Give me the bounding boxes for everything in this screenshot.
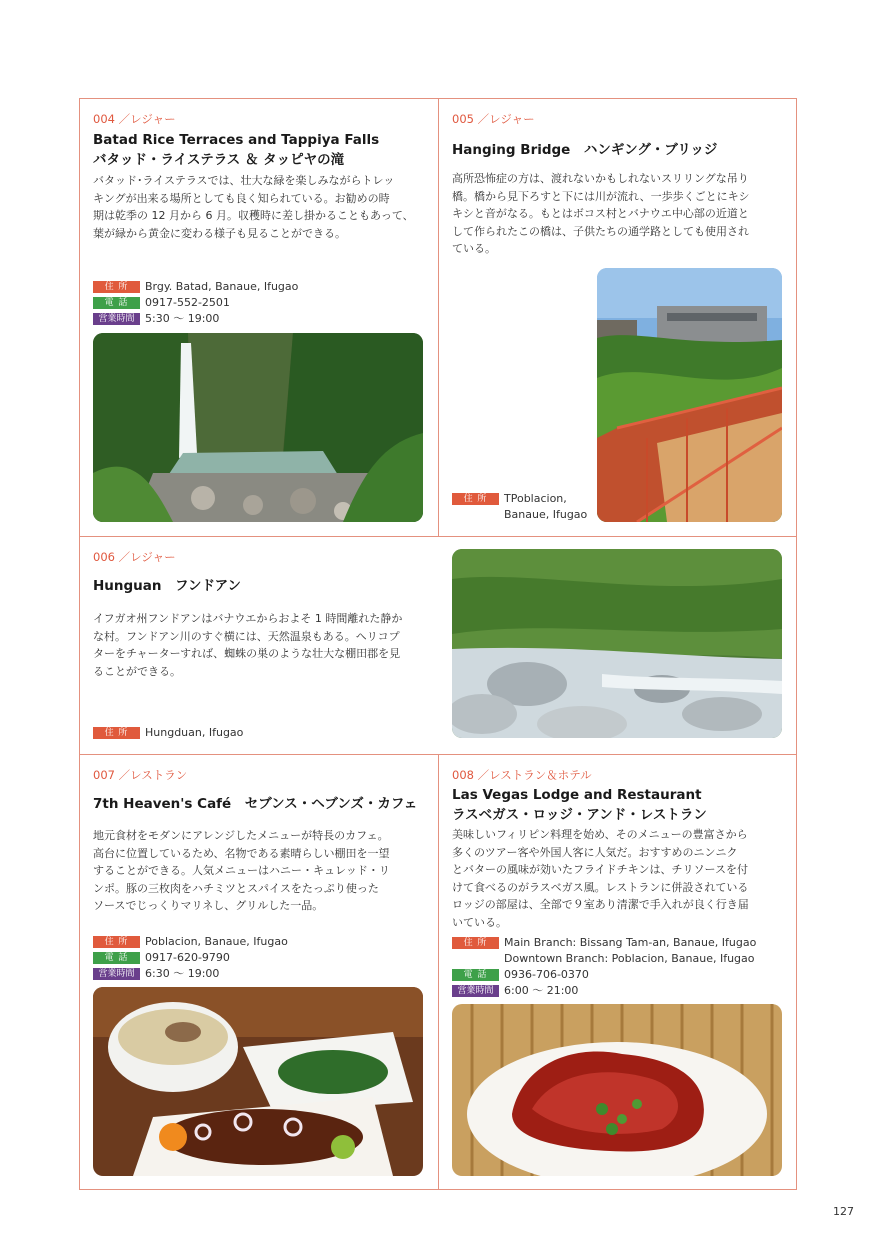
address-value: Banaue, Ifugao (504, 508, 588, 521)
spot-title-ja: ラスベガス・ロッジ・アンド・レストラン (452, 807, 707, 823)
phone-value: 0917-620-9790 (145, 951, 230, 964)
desc-line: ターをチャーターすれば、蜘蛛の巣のような壮大な棚田郡を見 (93, 647, 401, 660)
divider-horizontal-1 (79, 536, 797, 537)
hours-tag: 営業時間 (452, 985, 499, 997)
divider-vertical-top (438, 98, 439, 536)
category-label: 004 ／レジャー (93, 112, 176, 126)
river-photo (452, 549, 782, 738)
address-value: Brgy. Batad, Banaue, Ifugao (145, 280, 299, 293)
chili-chicken-photo (452, 1004, 782, 1176)
spot-info (93, 279, 298, 327)
phone-value: 0917-552-2501 (145, 296, 230, 309)
address-tag: 住 所 (93, 281, 140, 293)
address-value: Main Branch: Bissang Tam-an, Banaue, Ifugao (504, 936, 757, 949)
desc-line: イフガオ州フンドアンはバナウエからおよそ 1 時間離れた静か (93, 612, 403, 625)
desc-line: 美味しいフィリピン料理を始め、そのメニューの豊富さから (452, 828, 748, 841)
desc-line: キシと音がなる。もとはボコス村とバナウエ中心部の近道と (452, 207, 749, 220)
address-tag: 住 所 (452, 937, 499, 949)
desc-line: 地元食材をモダンにアレンジしたメニューが特長のカフェ。 (93, 829, 389, 842)
desc-line: とバターの風味が効いたフライドチキンは、チリソースを付 (452, 863, 749, 876)
divider-vertical-bottom (438, 754, 439, 1190)
spot-title-ja: バタッド・ライステラス ＆ タッピヤの滝 (93, 152, 345, 168)
category-label: 006 ／レジャー (93, 550, 176, 564)
category-label: 007 ／レストラン (93, 768, 188, 782)
desc-line: キングが出来る場所としても良く知られている。お勧めの時 (93, 191, 390, 205)
hanging-bridge-photo (597, 268, 782, 522)
spot-title: 7th Heaven's Café セブンス・ヘブンズ・カフェ (93, 796, 418, 812)
address-value: Poblacion, Banaue, Ifugao (145, 935, 288, 948)
desc-line: な村。フンドアン川のすぐ横には、天然温泉もある。ヘリコプ (93, 629, 400, 643)
spot-description (452, 826, 787, 931)
divider-horizontal-2 (79, 754, 797, 755)
waterfall-photo (93, 333, 423, 522)
spot-description (93, 610, 433, 680)
spot-description (93, 172, 433, 242)
desc-line: して作られたこの橋は、子供たちの通学路としても使用され (452, 224, 749, 238)
spot-description (452, 170, 787, 258)
desc-line: ソースでじっくりマリネし、グリルした一品。 (93, 899, 324, 912)
desc-line: 期は乾季の 12 月から 6 月。収穫時に差し掛かることもあって、 (93, 209, 414, 222)
desc-line: バタッド･ライステラスでは、壮大な緑を楽しみながらトレッ (93, 174, 395, 187)
desc-line: することができる。人気メニューはハニー・キュレッド・リ (93, 864, 390, 877)
address-value: Hungduan, Ifugao (145, 726, 244, 739)
phone-value: 0936-706-0370 (504, 968, 589, 981)
spot-description (93, 827, 433, 915)
desc-line: いている。 (452, 915, 507, 929)
desc-line: ることができる。 (93, 664, 181, 678)
spot-info (452, 935, 756, 999)
food-spread-photo (93, 987, 423, 1176)
desc-line: 葉が緑から黄金に変わる様子も見ることができる。 (93, 226, 346, 240)
spot-title-en: Las Vegas Lodge and Restaurant (452, 787, 702, 803)
desc-line: ている。 (452, 242, 496, 255)
desc-line: 高所恐怖症の方は、渡れないかもしれないスリリングな吊り (452, 172, 749, 185)
address-value: Downtown Branch: Poblacion, Banaue, Ifugao (504, 952, 755, 965)
spot-title: Hunguan フンドアン (93, 578, 242, 594)
phone-tag: 電 話 (93, 952, 140, 964)
hours-value: 6:30 〜 19:00 (145, 967, 220, 980)
desc-line: 高台に位置しているため、名物である素晴らしい棚田を一望 (93, 846, 390, 860)
spot-title-en: Batad Rice Terraces and Tappiya Falls (93, 132, 380, 148)
spot-info (452, 491, 587, 523)
desc-line: ンポ。豚の三枚肉をハチミツとスパイスをたっぷり使った (93, 881, 379, 895)
spot-info (93, 934, 288, 982)
desc-line: けて食べるのがラスベガス風。レストランに併設されている (452, 880, 749, 894)
spot-info (93, 725, 243, 741)
hours-value: 6:00 〜 21:00 (504, 984, 579, 997)
desc-line: 橋。橋から見下ろすと下には川が流れ、一歩歩くごとにキシ (452, 189, 750, 203)
phone-tag: 電 話 (93, 297, 140, 309)
hours-value: 5:30 〜 19:00 (145, 312, 220, 325)
category-label: 008 ／レストラン＆ホテル (452, 768, 592, 782)
address-tag: 住 所 (93, 936, 140, 948)
page-number: 127 (833, 1205, 854, 1218)
address-value: TPoblacion, (504, 492, 567, 505)
address-tag: 住 所 (452, 493, 499, 505)
address-tag: 住 所 (93, 727, 140, 739)
spot-title: Hanging Bridge ハンギング・ブリッジ (452, 142, 718, 158)
desc-line: ロッジの部屋は、全部で９室あり清潔で手入れが良く行き届 (452, 898, 749, 911)
desc-line: 多くのツアー客や外国人客に人気だ。おすすめのニンニク (452, 845, 738, 859)
hours-tag: 営業時間 (93, 968, 140, 980)
phone-tag: 電 話 (452, 969, 499, 981)
category-label: 005 ／レジャー (452, 112, 535, 126)
hours-tag: 営業時間 (93, 313, 140, 325)
